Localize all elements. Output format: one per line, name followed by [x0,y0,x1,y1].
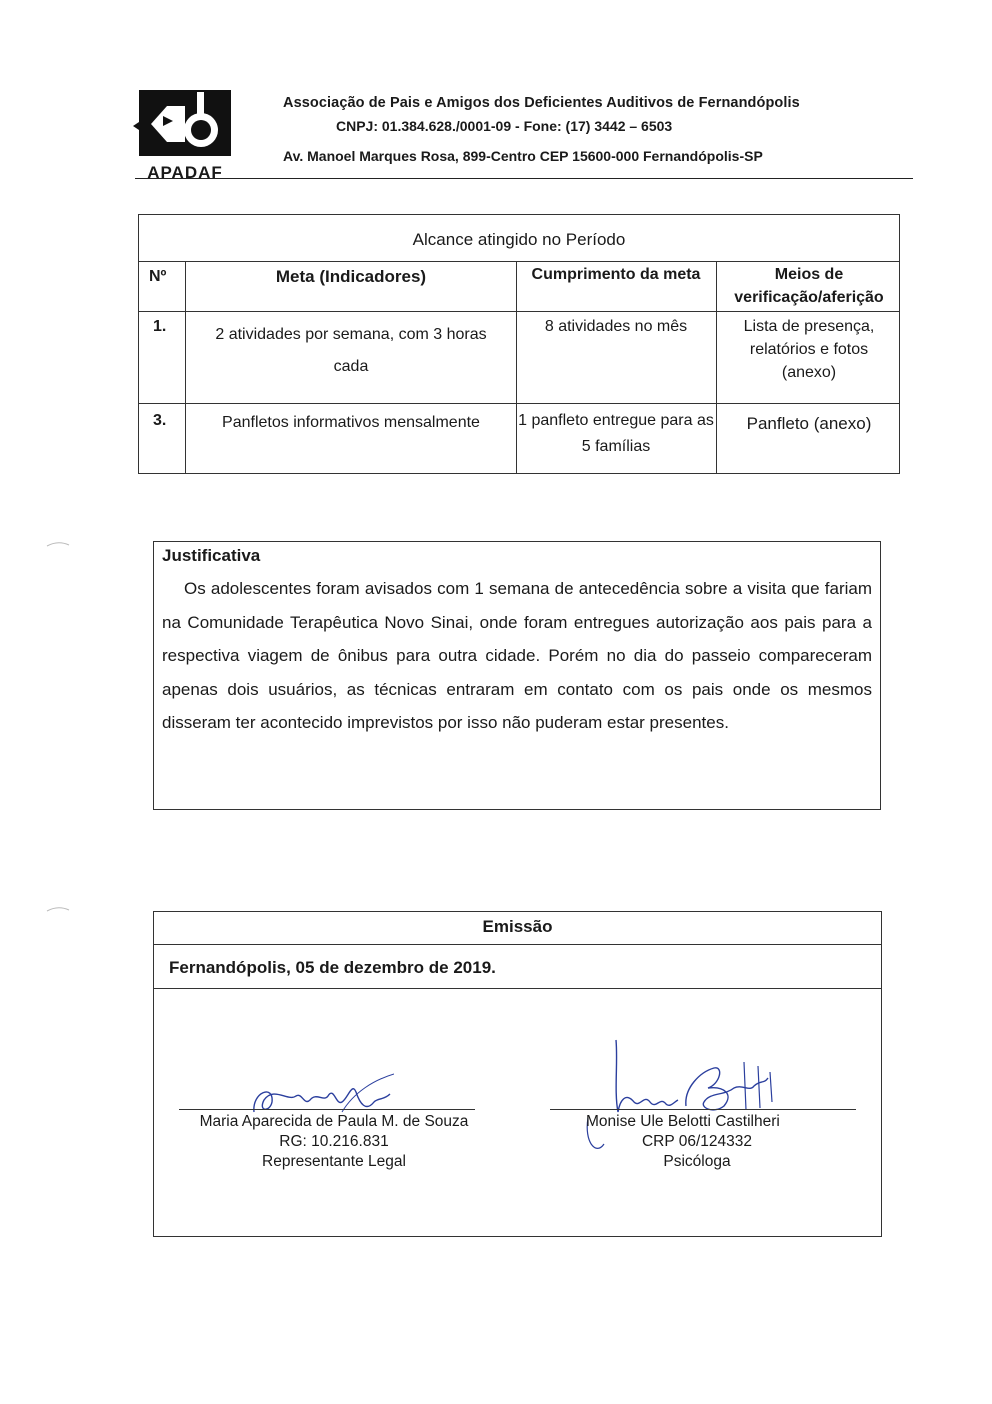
signatory-name: Maria Aparecida de Paula M. de Souza [199,1113,469,1130]
table-row-number: 1. [153,318,167,335]
table-row-fulfillment: 1 panfleto entregue para as 5 famílias [518,412,714,455]
justification-title: Justificativa [162,546,261,565]
table-divider [139,311,899,312]
signature-line [179,1109,475,1110]
signatory-role: Psicóloga [663,1153,731,1170]
signatory-id: RG: 10.216.831 [279,1133,389,1150]
table-row-verification: Lista de presença, relatórios e fotos (anexo) [743,318,875,381]
table-row-fulfillment: 8 atividades no mês [544,318,688,335]
col-header-fulfillment: Cumprimento da meta [531,266,701,283]
emission-box [153,911,882,1237]
margin-mark [46,541,70,547]
signatory-name: Monise Ule Belotti Castilheri [586,1113,780,1130]
apadaf-logo [133,86,237,182]
org-cnpj: CNPJ: 01.384.628./0001-09 - Fone: (17) 3442 – 6503 [336,118,673,134]
table-divider [185,262,186,473]
emission-date: Fernandópolis, 05 de dezembro de 2019. [154,945,881,989]
goals-table-title: Alcance atingido no Período [139,215,899,262]
table-row-number: 3. [153,412,167,429]
margin-mark [46,906,70,912]
col-header-verification: Meios de verificação/aferição [734,266,884,306]
table-row-verification: Panfleto (anexo) [746,414,872,433]
table-divider [139,403,899,404]
emission-title: Emissão [154,912,881,945]
logo-text: APADAF [147,163,223,182]
header-divider [135,178,913,179]
org-name: Associação de Pais e Amigos dos Deficientes Auditivos de Fernandópolis [283,95,800,111]
col-header-goal: Meta (Indicadores) [275,267,427,286]
signatory-1 [164,1112,504,1172]
org-address: Av. Manoel Marques Rosa, 899-Centro CEP 15600-000 Fernandópolis-SP [283,148,763,164]
table-row-goal: 2 atividades por semana, com 3 horas cada [215,326,487,375]
signature-line [550,1109,856,1110]
signatory-id: CRP 06/124332 [641,1133,753,1150]
goals-table [138,214,900,474]
justification-text: Os adolescentes foram avisados com 1 semana de antecedência sobre a visita que fariam na Comunidade Terapêutica Novo Sinai, onde foram entregues autorização aos pais para a respectiva viagem de ônibus para outra cidade. Porém no dia do passeio compareceram apenas dois usuários, as técnicas entraram em contato com os pais onde os mesmos disseram ter acontecido imprevistos por isso não puderam estar presentes. [162,579,872,732]
signatory-2 [552,1112,842,1172]
table-row-goal: Panfletos informativos mensalmente [222,414,480,431]
table-divider [716,262,717,473]
table-divider [516,262,517,473]
justification-box [153,541,881,810]
signatory-role: Representante Legal [262,1153,406,1170]
apadaf-logo-icon [133,86,237,158]
col-header-number: Nº [149,268,167,285]
